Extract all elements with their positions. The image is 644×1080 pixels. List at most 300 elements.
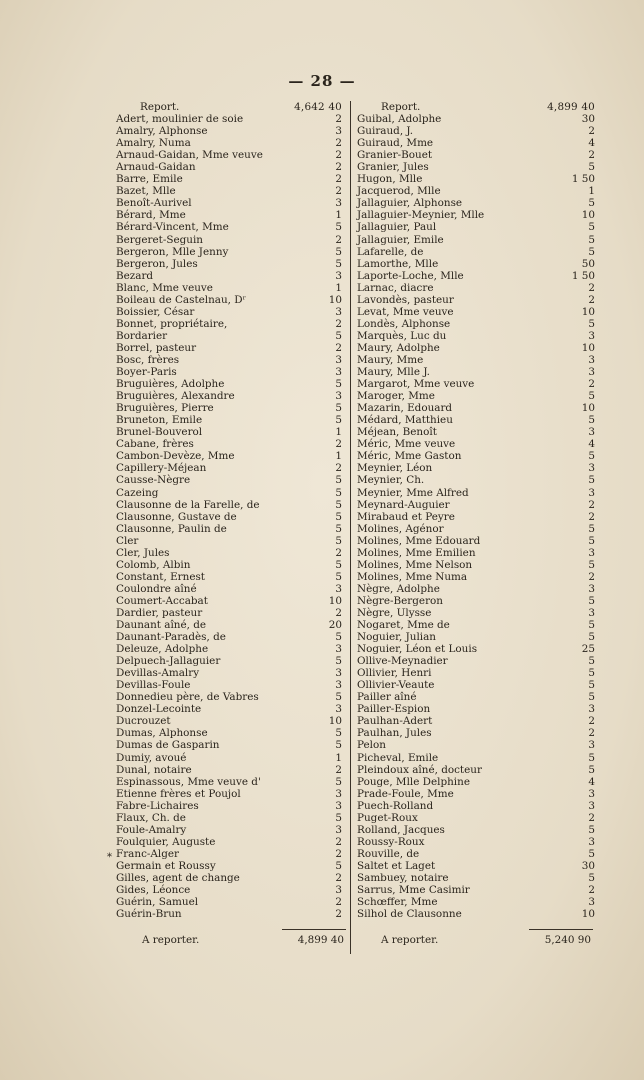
subscriber-name: Meynier, Mme Alfred	[357, 486, 469, 499]
list-item	[112, 896, 348, 908]
subscriber-name: Margarot, Mme veuve	[357, 378, 475, 391]
subscription-amount: 5	[588, 221, 595, 234]
subscriber-name: Molines, Mme Numa	[357, 570, 468, 583]
subscription-amount: 3	[588, 329, 595, 342]
list-item	[112, 462, 348, 474]
subscriber-name: Barre, Emile	[116, 173, 183, 186]
subscription-amount: 5	[588, 245, 595, 258]
list-item	[112, 679, 348, 691]
list-item	[353, 366, 595, 378]
subscription-amount: 5	[588, 534, 595, 547]
subscriber-name: Amalry, Numa	[116, 137, 191, 150]
subscriber-name: Colomb, Albin	[116, 558, 191, 571]
list-item	[112, 450, 348, 462]
subscription-amount: 3	[588, 546, 595, 559]
list-item	[112, 727, 348, 739]
list-item	[112, 824, 348, 836]
subscriber-name: Jallaguier, Paul	[357, 221, 437, 234]
list-item	[353, 450, 595, 462]
list-item	[353, 824, 595, 836]
subscription-amount: 20	[328, 619, 342, 632]
list-item	[353, 896, 595, 908]
list-item	[353, 848, 595, 860]
list-item	[112, 185, 348, 197]
subscription-amount: 2	[335, 606, 342, 619]
subscriber-name: Laporte-Loche, Mlle	[357, 269, 464, 282]
subscriber-name: Marquès, Luc du	[357, 329, 447, 342]
list-item	[112, 390, 348, 402]
subscription-amount: 3	[588, 896, 595, 909]
subscriber-name: Foule-Amalry	[116, 823, 187, 836]
subscriber-name: Lavondès, pasteur	[357, 293, 454, 306]
right-column	[353, 101, 595, 956]
subscription-amount: 2	[588, 149, 595, 162]
subscription-amount: 5	[588, 558, 595, 571]
subscriber-name: Maroger, Mme	[357, 390, 435, 403]
subscription-amount: 2	[335, 149, 342, 162]
subscriber-name: Levat, Mme veuve	[357, 305, 454, 318]
list-item	[112, 378, 348, 390]
subscription-amount: 5	[335, 655, 342, 668]
subscriber-name: Delpuech-Jallaguier	[116, 655, 221, 668]
subscription-amount: 5	[335, 522, 342, 535]
subscriber-name: Roussy-Roux	[357, 835, 425, 848]
subscription-amount: 5	[588, 823, 595, 836]
subscription-amount: 3	[588, 486, 595, 499]
subscriber-name: Bosc, frères	[116, 353, 180, 366]
total-rule	[529, 929, 593, 930]
report-label: Report.	[381, 101, 421, 113]
subscription-amount: 2	[335, 462, 342, 475]
subscription-amount: 2	[335, 173, 342, 186]
list-item	[353, 619, 595, 631]
subscriber-name: Cler	[116, 534, 139, 547]
page-number: — 28 —	[288, 72, 356, 90]
list-item	[112, 282, 348, 294]
subscription-amount: 3	[335, 366, 342, 379]
list-item	[112, 571, 348, 583]
subscription-amount: 2	[588, 884, 595, 897]
list-item	[353, 125, 595, 137]
subscriber-name: Pleindoux aîné, docteur	[357, 763, 482, 776]
subscriber-name: Jallaguier, Emile	[357, 233, 444, 246]
subscriber-name: Guibal, Adolphe	[357, 113, 442, 126]
subscription-amount: 1	[335, 751, 342, 764]
subscription-amount: 5	[588, 594, 595, 607]
list-item	[112, 776, 348, 788]
list-item	[112, 848, 348, 860]
subscription-amount: 3	[588, 582, 595, 595]
subscriber-name: Boileau de Castelnau, Dʳ	[116, 293, 247, 306]
subscription-amount: 3	[335, 582, 342, 595]
subscription-amount: 1	[335, 450, 342, 463]
subscription-amount: 2	[335, 341, 342, 354]
list-item	[353, 318, 595, 330]
list-item	[353, 908, 595, 920]
subscriber-name: Pailler-Espion	[357, 703, 431, 716]
list-item	[112, 715, 348, 727]
list-item	[353, 209, 595, 221]
list-item	[353, 776, 595, 788]
list-item	[353, 595, 595, 607]
list-item	[353, 884, 595, 896]
subscription-amount: 10	[581, 209, 595, 222]
subscription-amount: 3	[335, 823, 342, 836]
list-item	[112, 354, 348, 366]
subscriber-name: Nègre-Bergeron	[357, 594, 443, 607]
list-item	[353, 149, 595, 161]
list-item	[353, 414, 595, 426]
subscriber-name: Etienne frères et Poujol	[116, 787, 241, 800]
list-item	[112, 619, 348, 631]
list-item	[353, 535, 595, 547]
list-item	[353, 462, 595, 474]
subscriber-name: Devillas-Foule	[116, 679, 191, 692]
subscription-amount: 2	[335, 896, 342, 909]
carry-forward-total: 4,899 40	[297, 934, 344, 946]
list-item	[112, 221, 348, 233]
subscription-amount: 5	[588, 197, 595, 210]
subscription-amount: 5	[588, 161, 595, 174]
subscriber-name: Clausonne, Gustave de	[116, 510, 237, 523]
subscription-amount: 5	[335, 739, 342, 752]
subscriber-name: Bordarier	[116, 329, 168, 342]
subscriber-name: Guérin-Brun	[116, 908, 182, 921]
report-amount: 4,899 40	[547, 101, 595, 113]
subscriber-name: Mirabaud et Peyre	[357, 510, 455, 523]
subscriber-name: Clausonne de la Farelle, de	[116, 498, 260, 511]
subscription-amount: 5	[588, 390, 595, 403]
list-item	[353, 523, 595, 535]
list-item	[112, 788, 348, 800]
list-item	[353, 499, 595, 511]
list-item	[112, 414, 348, 426]
list-item	[112, 294, 348, 306]
subscriber-name: Clausonne, Paulin de	[116, 522, 227, 535]
subscriber-name: Molines, Mme Nelson	[357, 558, 473, 571]
annotation-mark: *	[107, 852, 112, 863]
list-item	[353, 246, 595, 258]
list-item	[112, 161, 348, 173]
subscriber-name: Pouge, Mlle Delphine	[357, 775, 470, 788]
subscriber-name: Capillery-Méjean	[116, 462, 207, 475]
subscription-amount: 5	[335, 257, 342, 270]
list-item	[353, 788, 595, 800]
subscription-amount: 5	[588, 414, 595, 427]
subscription-amount: 5	[335, 631, 342, 644]
list-item	[353, 234, 595, 246]
list-item	[112, 330, 348, 342]
list-item	[112, 318, 348, 330]
subscription-amount: 10	[328, 715, 342, 728]
subscription-amount: 5	[335, 691, 342, 704]
subscriber-name: Bérard-Vincent, Mme	[116, 221, 229, 234]
list-item	[353, 474, 595, 486]
subscription-amount: 3	[588, 462, 595, 475]
subscription-amount: 5	[335, 498, 342, 511]
list-item	[112, 703, 348, 715]
subscriber-name: Dumiy, avoué	[116, 751, 187, 764]
list-item	[353, 631, 595, 643]
subscription-amount: 2	[335, 908, 342, 921]
subscriber-name: Bruguières, Adolphe	[116, 378, 225, 391]
list-item	[353, 113, 595, 125]
list-item	[353, 487, 595, 499]
subscription-amount: 2	[335, 137, 342, 150]
subscriber-name: Bergeron, Mlle Jenny	[116, 245, 229, 258]
subscriber-name: Ollivier, Henri	[357, 667, 432, 680]
list-item	[353, 258, 595, 270]
left-column	[112, 101, 348, 956]
subscriber-name: Hugon, Mlle	[357, 173, 423, 186]
list-item	[112, 583, 348, 595]
list-item	[112, 812, 348, 824]
subscription-amount: 1 50	[571, 269, 595, 282]
list-item	[353, 137, 595, 149]
list-item	[112, 643, 348, 655]
subscription-amount: 1	[588, 185, 595, 198]
subscriber-name: Maury, Mme	[357, 353, 424, 366]
subscription-amount: 2	[588, 510, 595, 523]
subscription-amount: 5	[335, 414, 342, 427]
subscriber-name: Nègre, Adolphe	[357, 582, 440, 595]
list-item	[112, 559, 348, 571]
list-item	[112, 366, 348, 378]
subscription-amount: 5	[588, 847, 595, 860]
list-item	[353, 571, 595, 583]
subscriber-name: Molines, Mme Edouard	[357, 534, 481, 547]
subscriber-name: Coulondre aîné	[116, 582, 197, 595]
list-item	[112, 739, 348, 751]
subscriber-name: Donzel-Lecointe	[116, 703, 202, 716]
list-item	[353, 390, 595, 402]
subscriber-name: Bruguières, Pierre	[116, 402, 214, 415]
list-item	[112, 607, 348, 619]
subscriber-name: Arnaud-Gaidan	[116, 161, 196, 174]
subscriber-name: Ducrouzet	[116, 715, 171, 728]
list-item	[353, 330, 595, 342]
subscription-amount: 5	[335, 727, 342, 740]
list-item	[353, 161, 595, 173]
subscription-amount: 5	[335, 245, 342, 258]
list-item	[112, 667, 348, 679]
subscriber-name: Espinassous, Mme veuve d'	[116, 775, 261, 788]
subscriber-name: Borrel, pasteur	[116, 341, 197, 354]
subscription-amount: 3	[335, 197, 342, 210]
subscription-amount: 3	[335, 799, 342, 812]
subscription-amount: 3	[335, 679, 342, 692]
subscription-amount: 2	[588, 498, 595, 511]
subscriber-name: Ollivier-Veaute	[357, 679, 435, 692]
subscription-amount: 2	[335, 185, 342, 198]
subscriber-name: Blanc, Mme veuve	[116, 281, 213, 294]
subscriber-name: Daunant-Paradès, de	[116, 631, 226, 644]
list-item	[112, 258, 348, 270]
subscription-amount: 5	[335, 775, 342, 788]
subscriber-name: Guérin, Samuel	[116, 896, 199, 909]
subscriber-name: Meynier, Ch.	[357, 474, 425, 487]
list-item	[112, 234, 348, 246]
list-item	[112, 836, 348, 848]
list-item	[353, 800, 595, 812]
list-item	[112, 173, 348, 185]
subscription-amount: 5	[588, 655, 595, 668]
subscription-amount: 5	[335, 570, 342, 583]
list-item	[112, 487, 348, 499]
subscriber-name: Molines, Mme Emilien	[357, 546, 476, 559]
subscriber-name: Schœffer, Mme	[357, 896, 438, 909]
carry-forward-label: A reporter.	[142, 934, 200, 946]
subscription-amount: 5	[588, 751, 595, 764]
subscriber-name: Maury, Mlle J.	[357, 366, 430, 379]
subscription-amount: 10	[581, 402, 595, 415]
subscription-amount: 2	[335, 763, 342, 776]
subscriber-name: Adert, moulinier de soie	[116, 113, 244, 126]
subscriber-name: Méric, Mme veuve	[357, 438, 456, 451]
subscriber-name: Donnedieu père, de Vabres	[116, 691, 259, 704]
subscriber-name: Guiraud, Mme	[357, 137, 434, 150]
subscriber-name: Molines, Agénor	[357, 522, 444, 535]
subscriber-name: Bérard, Mme	[116, 209, 186, 222]
subscriber-name: Bruneton, Emile	[116, 414, 203, 427]
list-item	[353, 836, 595, 848]
subscriber-name: Médard, Matthieu	[357, 414, 453, 427]
subscription-amount: 2	[588, 727, 595, 740]
list-item	[353, 607, 595, 619]
subscriber-name: Paulhan-Adert	[357, 715, 433, 728]
subscriber-name: Paulhan, Jules	[357, 727, 432, 740]
subscriber-name: Puget-Roux	[357, 811, 418, 824]
subscriber-name: Gilles, agent de change	[116, 872, 240, 884]
left-column-footer	[112, 929, 348, 953]
subscriber-name: Pelon	[357, 739, 386, 752]
list-item	[112, 270, 348, 282]
subscriber-name: Granier, Jules	[357, 161, 429, 174]
subscription-amount: 3	[335, 125, 342, 138]
subscription-amount: 5	[588, 619, 595, 632]
list-item	[112, 197, 348, 209]
subscription-amount: 2	[588, 125, 595, 138]
list-item	[112, 655, 348, 667]
subscription-amount: 5	[335, 486, 342, 499]
list-item	[353, 812, 595, 824]
subscription-amount: 5	[335, 221, 342, 234]
subscriber-name: Sambuey, notaire	[357, 872, 449, 884]
list-item	[112, 535, 348, 547]
subscriber-name: Nogaret, Mme de	[357, 619, 450, 632]
list-item	[112, 595, 348, 607]
subscription-amount: 5	[335, 329, 342, 342]
list-item	[112, 113, 348, 125]
list-item	[112, 125, 348, 137]
subscription-amount: 5	[335, 378, 342, 391]
subscriber-name: Larnac, diacre	[357, 281, 434, 294]
subscription-amount: 2	[335, 872, 342, 884]
subscriber-name: Jallaguier, Alphonse	[357, 197, 463, 210]
list-item	[112, 800, 348, 812]
subscriber-name: Londès, Alphonse	[357, 317, 451, 330]
list-item	[353, 739, 595, 751]
list-item	[353, 185, 595, 197]
subscriber-name: Dunal, notaire	[116, 763, 192, 776]
subscriber-name: Granier-Bouet	[357, 149, 433, 162]
list-item	[112, 499, 348, 511]
report-label: Report.	[140, 101, 180, 113]
subscriber-name: Méric, Mme Gaston	[357, 450, 462, 463]
subscription-amount: 2	[335, 546, 342, 559]
subscriber-name: Jacquerod, Mlle	[357, 185, 441, 198]
subscription-amount: 10	[581, 908, 595, 921]
subscription-amount: 2	[588, 715, 595, 728]
subscriber-name: Rolland, Jacques	[357, 823, 445, 836]
subscriber-name: Silhol de Clausonne	[357, 908, 462, 921]
subscription-amount: 2	[335, 161, 342, 174]
list-item	[112, 137, 348, 149]
list-item	[353, 282, 595, 294]
list-item	[353, 426, 595, 438]
subscriber-name: Devillas-Amalry	[116, 667, 200, 680]
subscription-amount: 3	[335, 667, 342, 680]
subscription-amount: 5	[588, 691, 595, 704]
subscriber-name: Constant, Ernest	[116, 570, 205, 583]
subscriber-name: Benoît-Aurivel	[116, 197, 192, 210]
subscription-amount: 3	[335, 643, 342, 656]
subscription-amount: 5	[588, 522, 595, 535]
list-item	[353, 342, 595, 354]
list-item	[353, 727, 595, 739]
list-item	[112, 438, 348, 450]
subscription-amount: 5	[588, 233, 595, 246]
subscriber-name: Jallaguier-Meynier, Mlle	[357, 209, 485, 222]
carry-forward-total: 5,240 90	[544, 934, 591, 946]
list-item	[353, 643, 595, 655]
list-item	[353, 691, 595, 703]
subscription-amount: 1	[335, 426, 342, 439]
subscription-amount: 2	[335, 847, 342, 860]
subscription-amount: 2	[588, 378, 595, 391]
list-item	[112, 342, 348, 354]
subscriber-name: Flaux, Ch. de	[116, 811, 186, 824]
list-item	[112, 872, 348, 884]
subscriber-name: Meynier, Léon	[357, 462, 433, 475]
subscriber-name: Mazarin, Edouard	[357, 402, 453, 415]
list-item	[112, 691, 348, 703]
subscriber-name: Noguier, Léon et Louis	[357, 643, 478, 656]
subscription-amount: 3	[335, 305, 342, 318]
subscription-amount: 10	[328, 293, 342, 306]
list-item	[112, 149, 348, 161]
subscriber-name: Gides, Léonce	[116, 884, 191, 897]
subscription-amount: 5	[335, 859, 342, 872]
subscriber-name: Méjean, Benoît	[357, 426, 437, 439]
list-item	[112, 908, 348, 920]
list-item	[112, 306, 348, 318]
list-item	[112, 426, 348, 438]
list-item	[353, 752, 595, 764]
list-item	[353, 173, 595, 185]
subscriber-name: Lamorthe, Mlle	[357, 257, 439, 270]
subscriber-name: Nègre, Ulysse	[357, 606, 432, 619]
subscriber-name: Saltet et Laget	[357, 859, 436, 872]
subscription-amount: 30	[581, 859, 595, 872]
list-item	[112, 523, 348, 535]
list-item	[112, 860, 348, 872]
subscription-amount: 2	[335, 113, 342, 126]
subscription-amount: 5	[335, 474, 342, 487]
subscription-amount: 5	[588, 450, 595, 463]
subscription-amount: 5	[335, 402, 342, 415]
list-item	[353, 438, 595, 450]
